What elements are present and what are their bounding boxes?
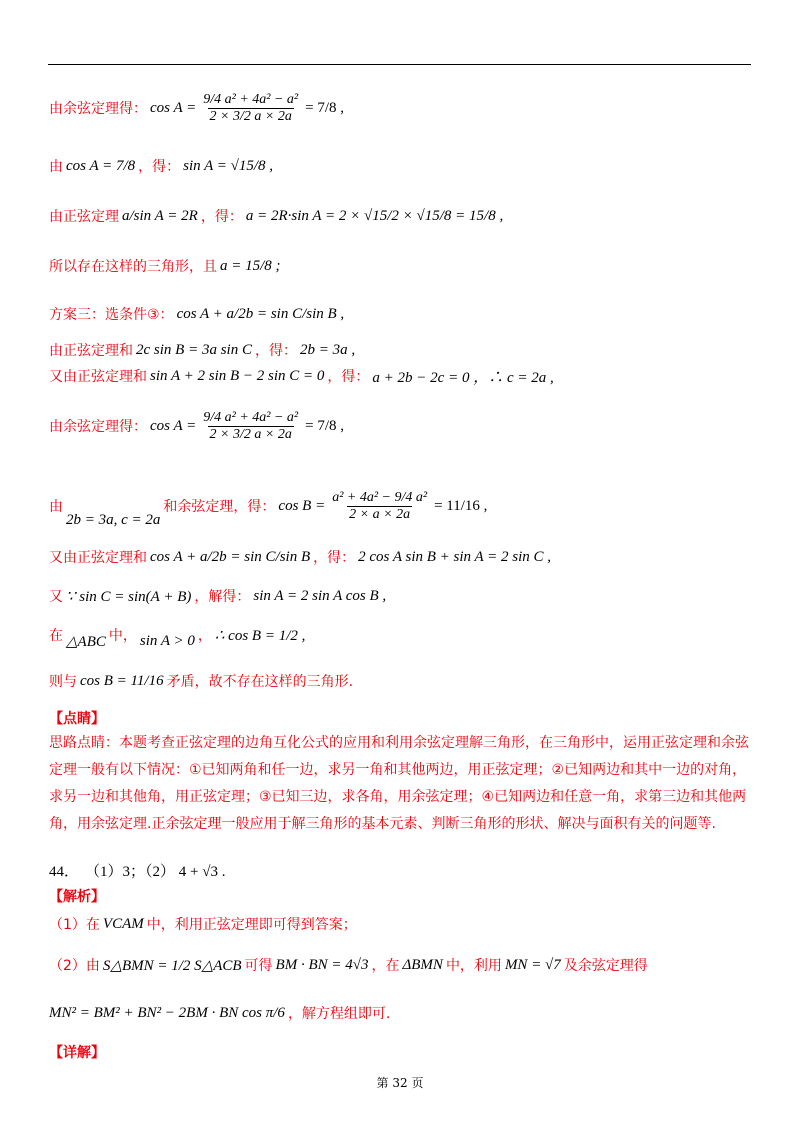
text-b: ，得： [327,369,370,385]
text-b: 矛盾，故不存在这样的三角形. [166,674,354,690]
text-label: 由余弦定理得： [49,419,147,435]
math-1: cos A + a/2b = sin C/sin B , [176,305,345,322]
text-d: 中，利用 [445,958,502,974]
line-sine-law-3 [49,364,557,388]
math-1: 2c sin B = 3a sin C [136,341,252,358]
math-1: cos A + a/2b = sin C/sin B [150,548,311,565]
dianjing-heading [49,706,105,730]
text-b: ，得： [254,343,297,359]
text-a: 所以存在这样的三角形，且 [49,259,217,275]
math-1: S△BMN = 1/2 S△ACB [102,957,242,974]
text-a: 又 [49,589,63,605]
page-number: 第 32 页 [376,1076,424,1090]
text-a: 由 [49,499,63,515]
math-1: VCAM [102,915,144,932]
math-lhs: cos A = [150,417,197,434]
text-b: 和余弦定理，得： [163,499,276,515]
math-1: cos B = 11/16 [80,672,164,689]
line-sin-c [49,584,389,608]
line-contradiction [49,664,353,698]
line-triangle-abc [49,618,308,652]
math-2: sin A = 2 sin A cos B , [253,587,387,604]
text-b: 中， [108,628,137,644]
math-2: a + 2b − 2c = 0 ，∴ c = 2a , [372,369,554,386]
line-exists [49,250,284,282]
section-heading: 【详解】 [49,1045,105,1061]
text-e: 及余弦定理得 [563,958,648,974]
text-b: ，得： [138,159,181,175]
math-3: ΔBMN [402,956,443,973]
math-lhs: cos A = [150,99,197,116]
text-a: 方案三：选条件③： [49,307,174,323]
math-1: 2b = 3a, c = 2a [66,511,161,528]
math-fraction [330,490,429,522]
text-a: 由正弦定理 [49,209,119,225]
math-result: = 11/16 , [434,497,488,514]
text-a: 在 [49,628,63,644]
math-fraction [201,92,300,124]
jiexi-part-3 [49,996,390,1030]
text-b: 可得 [244,958,273,974]
text-a: 则与 [49,674,77,690]
text-a: （2）由 [49,958,100,974]
line-sine-law-2 [49,338,358,362]
math-1: MN² = BM² + BN² − 2BM · BN cos π/6 [49,1004,285,1021]
line-plan-three [49,298,347,330]
text-b: ，得： [200,209,243,225]
line-cosine-law-1 [49,78,347,138]
line-cosine-law-2 [49,396,347,456]
text-a: 又由正弦定理和 [49,369,147,385]
text-label: 由余弦定理得： [49,101,147,117]
text-c: ，在 [371,958,400,974]
math-1: △ABC [66,633,106,650]
jiexi-part-2 [49,948,648,982]
numerator: a² + 4a² − 9/4 a² [332,490,428,506]
math-result: = 7/8 , [305,99,345,116]
text-b: ，解方程组即可. [287,1006,391,1022]
question-number: 44． [49,863,80,880]
answer-text: （1）3；（2） 4 + √3 . [85,863,226,880]
denominator: 2 × 3/2 a × 2a [209,108,292,124]
text-a: 由 [49,159,63,175]
denominator: 2 × a × 2a [349,506,411,522]
line-sine-law [49,200,506,232]
math-2: cos B = [278,497,326,514]
line-sine-law-4 [49,540,554,574]
math-1: a/sin A = 2R [122,207,198,224]
math-1: cos A = 7/8 [66,157,136,174]
math-1: ∵ sin C = sin(A + B) [66,588,192,605]
math-1: sin A + 2 sin B − 2 sin C = 0 [150,367,325,384]
math-2: BM · BN = 4√3 [275,956,369,973]
line-sin-a [49,150,276,182]
math-result: = 7/8 , [305,417,345,434]
line-cos-b [49,478,490,534]
denominator: 2 × 3/2 a × 2a [209,426,292,442]
numerator: 9/4 a² + 4a² − a² [203,92,299,108]
text-b: ，得： [313,550,356,566]
math-2: a = 2R·sin A = 2 × √15/2 × √15/8 = 15/8 , [245,207,504,224]
math-2: sin A > 0 [139,632,195,649]
text-b: 中，利用正弦定理即可得到答案； [146,917,357,933]
math-2: 2 cos A sin B + sin A = 2 sin C , [358,548,552,565]
numerator: 9/4 a² + 4a² − a² [203,410,299,426]
text-a: 又由正弦定理和 [49,550,147,566]
jiexi-part-1 [49,912,357,936]
math-3: ∴ cos B = 1/2 , [214,627,306,644]
text-a: （1）在 [49,917,100,933]
jiexi-heading [49,884,105,908]
text-b: ，解得： [194,589,251,605]
text-c: ， [197,628,212,644]
math-2: 2b = 3a , [299,341,356,358]
text-a: 由正弦定理和 [49,343,133,359]
math-1: a = 15/8 ; [220,257,281,274]
q44-answer [49,858,228,882]
math-4: MN = √7 [504,956,561,973]
header-rule [48,64,751,65]
math-fraction [201,410,300,442]
section-heading: 【解析】 [49,889,105,905]
dianjing-body: 思路点睛：本题考查正弦定理的边角互化公式的应用和利用余弦定理解三角形，在三角形中，运用正弦定理和余弦定理一般有以下情况：①已知两角和任一边，求另一角和其他两边，用正弦定理；②已知两边和其中一边的对角，求另一边和其他角，用正弦定理；③已知三边，求各角，用余弦定理；④已知两边和任意一角，求第三边和其他两角，用余弦定理.正余弦定理一般应用于解三角形的基本元素、判断三角形的形状、解决与面积有关的问题等. [49,735,749,832]
xiangjie-heading [49,1040,105,1064]
section-heading: 【点睛】 [49,711,105,727]
math-2: sin A = √15/8 , [183,157,274,174]
